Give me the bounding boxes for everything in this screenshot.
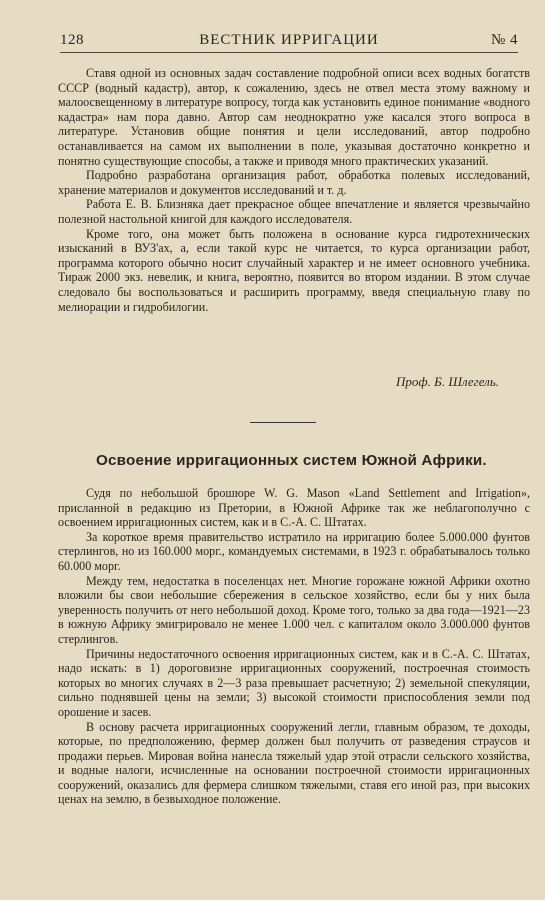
review-paragraph: Кроме того, она может быть положена в основание курса гидротехнических изысканий в ВУЗ'ах, а, если такой курс не читается, то курса организации работ, программа которого обычно носит случайный характер и не имеет основного учебника. Тираж 2000 экз. невелик, и книга, вероятно, появится во втором издании. В этом случае следовало бы воспользоваться и расширить программу, введя специальную главу по мелиорации и гидробилогии. <box>58 226 530 314</box>
article-paragraph: Судя по небольшой брошюре W. G. Mason «Land Settlement and Irrigation», присланной в редакцию из Претории, в Южной Африке так же неблагополучно с освоением ирригационных систем, как и в С.-А. С. Штатах. <box>58 486 530 530</box>
article-text <box>58 486 530 807</box>
issue-number: № 4 <box>490 32 518 48</box>
page-number: 128 <box>60 32 84 48</box>
running-header <box>60 32 518 53</box>
article-paragraph: Причины недостаточного освоения ирригационных систем, как и в С.-А. С. Штатах, надо искать: в 1) дороговизне ирригационных сооружений, построечная стоимость которых во многих случаях в 2—3 раза превышает расчетную; 2) земельной спекуляции, сильно поднявшей цены на земли; 3) высокой стоимости приспособления земли под орошение и засев. <box>58 646 530 719</box>
review-paragraph: Ставя одной из основных задач составление подробной описи всех водных богатств СССР (водный кадастр), автор, к сожалению, здесь не отвел места этому важному и малоосвещенному в литературе вопросу, тогда как установить единое понимание «водного кадастра» нам пора давно. Автор сам неоднократно уже касался этого вопроса в литературе. Установив общие понятия и цели исследований, автор подробно останавливается на самом их выполнении в поле, указывая достаточно конкретно и понятно существующие способы, а также и приводя много практических указаний. <box>58 66 530 168</box>
review-paragraph: Подробно разработана организация работ, обработка полевых исследований, хранение материалов и документов исследований и т. д. <box>58 168 530 197</box>
review-text <box>58 66 530 314</box>
article-paragraph: В основу расчета ирригационных сооружений легли, главным образом, те доходы, которые, по предположению, фермер должен был получить от разведения страусов и продажи перьев. Мировая война нанесла тяжелый удар этой отрасли сельского хозяйства, и водные налоги, исчисленные на основании построечной стоимости ирригационных сооружений, оказались для фермера слишком тяжелыми, ставя его иной раз, при высоких ценах на землю, в безвыходное положение. <box>58 719 530 807</box>
section-divider <box>250 422 316 423</box>
journal-title: ВЕСТНИК ИРРИГАЦИИ <box>199 32 379 48</box>
article-paragraph: За короткое время правительство истратило на ирригацию более 5.000.000 фунтов стерлингов, но из 160.000 морг., командуемых системами, в 1923 г. обрабатывалось только 60.000 морг. <box>58 529 530 573</box>
article-paragraph: Между тем, недостатка в поселенцах нет. Многие горожане южной Африки охотно вложили бы свои небольшие сбережения в сельское хозяйство, если бы у них была уверенность получить от него небольшой доход. Кроме того, только за два года—1921—23 в южную Африку эмигрировало не менее 1.000 чел. с капиталом около 3.000.000 фунтов стерлингов. <box>58 573 530 646</box>
review-signature: Проф. Б. Шлегель. <box>396 374 499 389</box>
article-title: Освоение ирригационных систем Южной Африки. <box>96 452 487 469</box>
review-paragraph: Работа Е. В. Близняка дает прекрасное общее впечатление и является чрезвычайно полезной настольной книгой для каждого исследователя. <box>58 197 530 226</box>
